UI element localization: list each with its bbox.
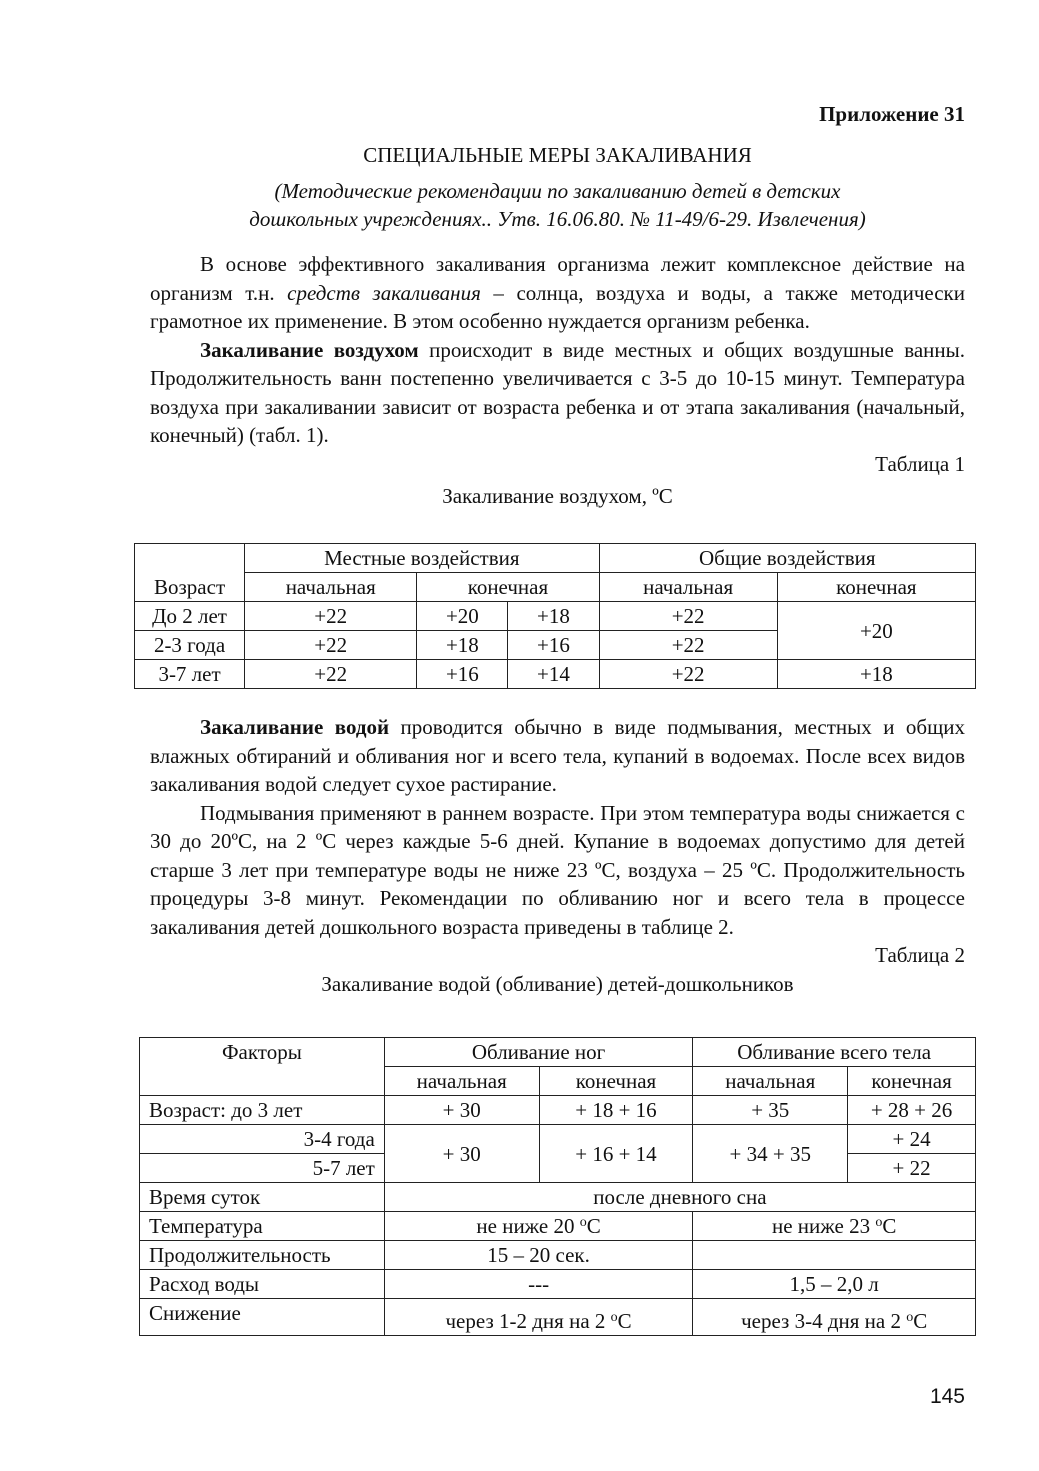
legs-header: Обливание ног <box>384 1038 693 1067</box>
value-cell: + 28 + 26 <box>848 1096 976 1125</box>
factors-header: Факторы <box>140 1038 385 1096</box>
value-cell: + 18 + 16 <box>539 1096 693 1125</box>
degree-sup: о <box>579 1215 587 1230</box>
degree-sup: о <box>610 1310 618 1325</box>
paragraph-air <box>150 336 965 450</box>
degree-sup: о <box>875 1215 883 1230</box>
general-initial-header: начальная <box>599 573 777 602</box>
para3-text: проводится обычно в виде подмывания, местных и общих влажных обтираний и обливания ног и всего тела, купаний в водоемах. После всех видов закаливания водой следует сухое растирание. <box>150 715 965 796</box>
value-cell: +22 <box>245 660 417 689</box>
table1-caption: Закаливание воздухом, ºС <box>442 484 673 508</box>
legs-final-header: конечная <box>539 1067 693 1096</box>
table-row <box>140 1241 976 1270</box>
temp-unit: С <box>586 1214 601 1238</box>
value-cell: +18 <box>508 602 599 631</box>
para1-text-2: – солнца, воздуха и воды, а также методически грамотное их применение. В этом особенно нуждается организм ребенка. <box>150 280 965 333</box>
temp-body-cell <box>693 1212 976 1241</box>
general-header: Общие воздействия <box>599 544 975 573</box>
value-cell: +22 <box>599 631 777 660</box>
page-header <box>150 100 965 239</box>
value-cell: +22 <box>245 602 417 631</box>
temp-unit: С <box>913 1309 928 1333</box>
table-row <box>140 1270 976 1299</box>
value-cell: +22 <box>599 602 777 631</box>
value-cell: +14 <box>508 660 599 689</box>
legs-initial-header: начальная <box>384 1067 539 1096</box>
para2-bold: Закаливание воздухом <box>200 337 419 362</box>
value-cell: +20 <box>417 602 508 631</box>
table2-caption: Закаливание водой (обливание) детей-дошкольников <box>321 971 794 996</box>
degree-sup: о <box>906 1310 914 1325</box>
age-header: Возраст <box>135 544 245 602</box>
paragraph-washing: Подмывания применяют в раннем возрасте. При этом температура воды снижается с 30 до 20ºС, на 2 ºС через каждые 5-6 дней. Купание в водоемах допустимо для детей старше 3 лет при температуре воды не ниже 23 ºС, воздуха – 25 ºС. Продолжительность процедуры 3-8 минут. Рекомендации по обливанию ног и всего тела в процессе закаливания детей дошкольного возраста приведены в таблице 2. <box>150 800 965 939</box>
duration-body-cell <box>693 1241 976 1270</box>
subtitle-line-2: дошкольных учреждениях.. Утв. 16.06.80. № 11-49/6-29. Извлечения) <box>249 207 866 231</box>
table-row <box>135 660 976 689</box>
value-cell: + 16 + 14 <box>539 1125 693 1183</box>
value-cell: +18 <box>417 631 508 660</box>
body-final-header: конечная <box>848 1067 976 1096</box>
value-cell: +16 <box>417 660 508 689</box>
value-cell: + 22 <box>848 1154 976 1183</box>
table-row <box>140 1183 976 1212</box>
value-cell: + 30 <box>384 1096 539 1125</box>
value-cell: + 24 <box>848 1125 976 1154</box>
table-water-hardening <box>139 1037 976 1336</box>
appendix-label: Приложение 31 <box>819 102 965 126</box>
body-header: Обливание всего тела <box>693 1038 976 1067</box>
table2-label: Таблица 2 <box>875 943 965 967</box>
table1-label: Таблица 1 <box>875 451 965 476</box>
water-block <box>150 713 965 998</box>
temp-label-cell: Температура <box>140 1212 385 1241</box>
para3-bold: Закаливание водой <box>200 715 390 739</box>
time-value-cell: после дневного сна <box>384 1183 975 1212</box>
table-row <box>140 1038 976 1067</box>
age-cell: 2-3 года <box>135 631 245 660</box>
document-subtitle <box>150 177 965 233</box>
table-row <box>140 1096 976 1125</box>
value-cell: +22 <box>599 660 777 689</box>
temp-unit: С <box>617 1309 632 1333</box>
intro-block <box>150 250 965 511</box>
decrease-legs-text: через 1-2 дня на 2 <box>445 1309 611 1333</box>
para1-italic: средств закаливания <box>287 280 481 305</box>
decrease-body-text: через 3-4 дня на 2 <box>741 1309 907 1333</box>
table-air-hardening <box>134 543 976 689</box>
temp-legs-cell <box>384 1212 693 1241</box>
decrease-legs-cell <box>384 1299 693 1336</box>
table-row <box>135 602 976 631</box>
age-label-cell: Возраст: до 3 лет <box>140 1096 385 1125</box>
water-label-cell: Расход воды <box>140 1270 385 1299</box>
body-initial-header: начальная <box>693 1067 848 1096</box>
duration-label-cell: Продолжительность <box>140 1241 385 1270</box>
table-row <box>140 1125 976 1154</box>
time-label-cell: Время суток <box>140 1183 385 1212</box>
temp-unit: С <box>882 1214 897 1238</box>
value-cell: +22 <box>245 631 417 660</box>
water-legs-cell: --- <box>384 1270 693 1299</box>
para2-text: происходит в виде местных и общих воздушные ванны. Продолжительность ванн постепенно увеличивается с 3-5 до 10-15 минут. Температура воздуха при закаливании зависит от возраста ребенка и от этапа закаливания (начальный, конечный) (табл. 1). <box>150 337 966 447</box>
document-title: СПЕЦИАЛЬНЫЕ МЕРЫ ЗАКАЛИВАНИЯ <box>363 142 752 167</box>
age-cell: До 2 лет <box>135 602 245 631</box>
value-cell: +18 <box>777 660 975 689</box>
table-row <box>140 1212 976 1241</box>
page-number: 145 <box>929 1385 965 1408</box>
table-row <box>135 544 976 573</box>
age-5-7-cell: 5-7 лет <box>140 1154 385 1183</box>
para1-text-1: В основе эффективного закаливания организма лежит комплексное действие на организм т.н. <box>150 252 965 305</box>
value-cell: +16 <box>508 631 599 660</box>
value-cell: + 34 + 35 <box>693 1125 848 1183</box>
value-cell: + 35 <box>693 1096 848 1125</box>
temp-legs-text: не ниже 20 <box>476 1214 580 1238</box>
table-row <box>135 573 976 602</box>
decrease-label-cell: Снижение <box>140 1299 385 1336</box>
decrease-body-cell <box>693 1299 976 1336</box>
table-row <box>140 1299 976 1336</box>
age-3-4-cell: 3-4 года <box>140 1125 385 1154</box>
paragraph-intro <box>150 250 965 336</box>
local-final-header: конечная <box>417 573 599 602</box>
local-initial-header: начальная <box>245 573 417 602</box>
value-cell: +20 <box>777 602 975 660</box>
age-cell: 3-7 лет <box>135 660 245 689</box>
paragraph-water <box>150 713 965 799</box>
water-body-cell: 1,5 – 2,0 л <box>693 1270 976 1299</box>
subtitle-line-1: (Методические рекомендации по закаливанию детей в детских <box>274 179 841 203</box>
duration-legs-cell: 15 – 20 сек. <box>384 1241 693 1270</box>
local-header: Местные воздействия <box>245 544 599 573</box>
temp-body-text: не ниже 23 <box>771 1214 876 1238</box>
value-cell: + 30 <box>384 1125 539 1183</box>
general-final-header: конечная <box>777 573 975 602</box>
